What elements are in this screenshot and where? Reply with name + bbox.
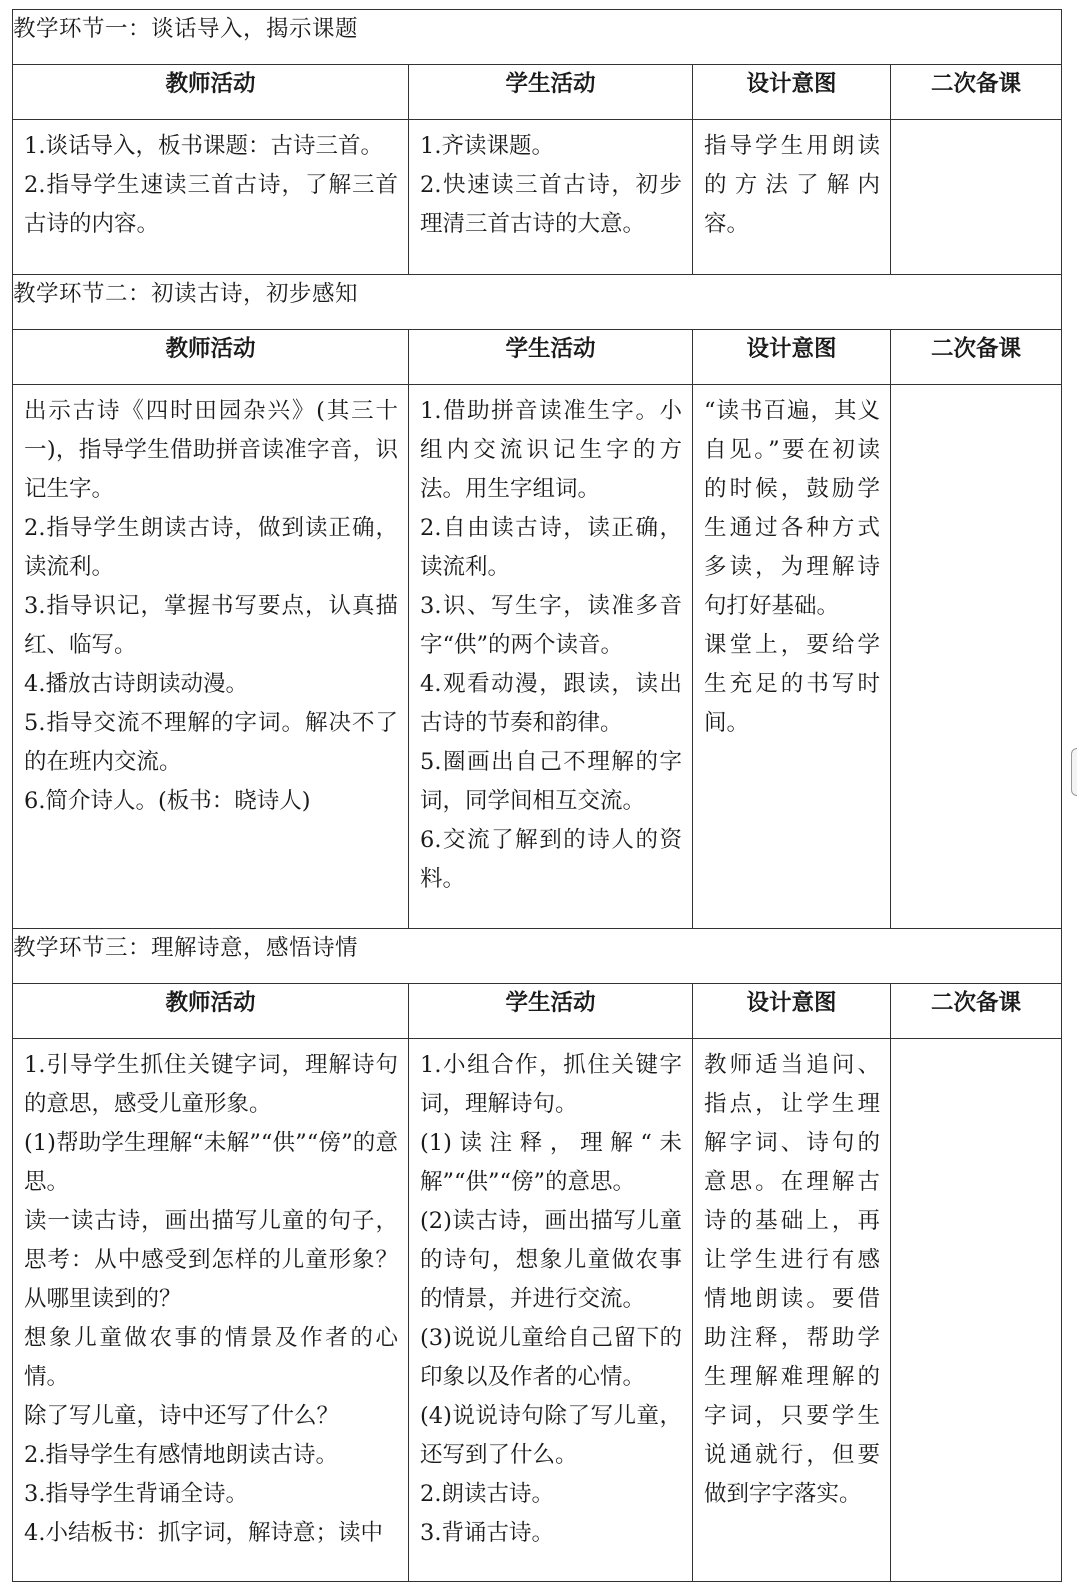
section-2-intent-cell [693,385,891,929]
section-1-content-row [13,120,1062,275]
header-student-activity: 学生活动 [409,330,693,385]
section-2-student-item: 2.自由读古诗，读正确，读流利。 [420,515,682,580]
section-3-second-prep-cell [891,1039,1062,1582]
section-3-student-item: (3)说说儿童给自己留下的印象以及作者的心情。 [420,1325,682,1390]
section-2-teacher-item: 4.播放古诗朗读动漫。 [24,671,248,697]
section-3-teacher-item: 2.指导学生有感情地朗读古诗。 [24,1442,338,1468]
section-1-student-item: 2.快速读三首古诗，初步理清三首古诗的大意。 [420,172,682,237]
section-3-teacher-item: 读一读古诗，画出描写儿童的句子，思考：从中感受到怎样的儿童形象？从哪里读到的？ [24,1208,398,1312]
header-student-activity: 学生活动 [409,65,693,120]
section-1-teacher-item: 2.指导学生速读三首古诗，了解三首古诗的内容。 [24,172,398,237]
section-2-teacher-item: 3.指导识记，掌握书写要点，认真描红、临写。 [24,593,398,658]
section-2-student-item: 6.交流了解到的诗人的资料。 [420,827,682,892]
header-teacher-activity: 教师活动 [13,65,409,120]
header-second-prep: 二次备课 [891,984,1062,1039]
section-1-second-prep-cell [891,120,1062,275]
section-3-student-item: 3.背诵古诗。 [420,1520,554,1546]
section-3-student-item: 2.朗读古诗。 [420,1481,554,1507]
section-2-teacher-item: 6.简介诗人。(板书：晓诗人) [24,788,311,814]
header-design-intent: 设计意图 [693,330,891,385]
section-3-content-row [13,1039,1062,1582]
page-edge-tab [1071,748,1077,796]
section-3-student-cell [409,1039,693,1582]
section-3-teacher-cell [13,1039,409,1582]
header-teacher-activity: 教师活动 [13,984,409,1039]
section-2-teacher-cell [13,385,409,929]
header-student-activity: 学生活动 [409,984,693,1039]
section-3-teacher-item: 除了写儿童，诗中还写了什么？ [24,1403,340,1429]
header-design-intent: 设计意图 [693,65,891,120]
section-1-student-cell [409,120,693,275]
section-1-title-row [13,10,1062,65]
section-3-student-item: 1.小组合作，抓住关键字词，理解诗句。 [420,1052,682,1117]
section-1-intent-item: 指导学生用朗读的方法了解内容。 [704,133,880,237]
section-2-student-item: 1.借助拼音读准生字。小组内交流识记生字的方法。用生字组词。 [420,398,682,502]
section-1-title: 教学环节一：谈话导入，揭示课题 [13,10,1062,65]
section-2-teacher-item: 出示古诗《四时田园杂兴》(其三十一)，指导学生借助拼音读准字音，识记生字。 [24,398,398,502]
section-3-student-item: (1)读注释，理解“未 解”“供”“傍”的意思。 [420,1130,682,1195]
section-1-student-item: 1.齐读课题。 [420,133,554,159]
header-design-intent: 设计意图 [693,984,891,1039]
section-2-intent-item: “读书百遍，其义自见。”要在初读的时候，鼓励学生通过各种方式多读，为理解诗句打好基础。 [704,398,880,619]
section-3-student-item: (2)读古诗，画出描写儿童的诗句，想象儿童做农事的情景，并进行交流。 [420,1208,682,1312]
section-1-header-row [13,65,1062,120]
section-3-intent-cell [693,1039,891,1582]
section-2-title-row [13,275,1062,330]
section-2-second-prep-cell [891,385,1062,929]
section-2-intent-item: 课堂上，要给学生充足的书写时间。 [704,632,880,736]
section-3-student-item: (4)说说诗句除了写儿童，还写到了什么。 [420,1403,682,1468]
section-2-teacher-item: 2.指导学生朗读古诗，做到读正确，读流利。 [24,515,398,580]
section-2-student-item: 4.观看动漫，跟读，读出古诗的节奏和韵律。 [420,671,682,736]
section-3-title: 教学环节三：理解诗意，感悟诗情 [13,929,1062,984]
section-3-intent-item: 教师适当追问、指点，让学生理解字词、诗句的意思。在理解古诗的基础上，再让学生进行有感情地朗读。要借助注释，帮助学生理解难理解的字词，只要学生说通就行，但要做到字字落实。 [704,1052,880,1507]
section-2-content-row [13,385,1062,929]
section-1-teacher-cell [13,120,409,275]
section-1-teacher-item: 1.谈话导入，板书课题：古诗三首。 [24,133,383,159]
section-3-teacher-item: 想象儿童做农事的情景及作者的心情。 [24,1325,398,1390]
section-3-teacher-item: (1)帮助学生理解“未解”“供”“傍”的意思。 [24,1130,398,1195]
section-3-teacher-item: 1.引导学生抓住关键字词，理解诗句的意思，感受儿童形象。 [24,1052,398,1117]
section-3-teacher-item: 3.指导学生背诵全诗。 [24,1481,248,1507]
section-2-teacher-item: 5.指导交流不理解的字词。解决不了的在班内交流。 [24,710,398,775]
section-1-intent-cell [693,120,891,275]
section-2-header-row [13,330,1062,385]
header-second-prep: 二次备课 [891,330,1062,385]
header-second-prep: 二次备课 [891,65,1062,120]
section-3-title-row [13,929,1062,984]
section-2-student-item: 3.识、写生字，读准多音字“供”的两个读音。 [420,593,682,658]
header-teacher-activity: 教师活动 [13,330,409,385]
section-3-teacher-item: 4.小结板书：抓字词，解诗意；读中 [24,1520,383,1546]
section-2-student-cell [409,385,693,929]
section-2-student-item: 5.圈画出自己不理解的字词，同学间相互交流。 [420,749,682,814]
lesson-plan-table [12,9,1062,1582]
section-2-title: 教学环节二：初读古诗，初步感知 [13,275,1062,330]
section-3-header-row [13,984,1062,1039]
